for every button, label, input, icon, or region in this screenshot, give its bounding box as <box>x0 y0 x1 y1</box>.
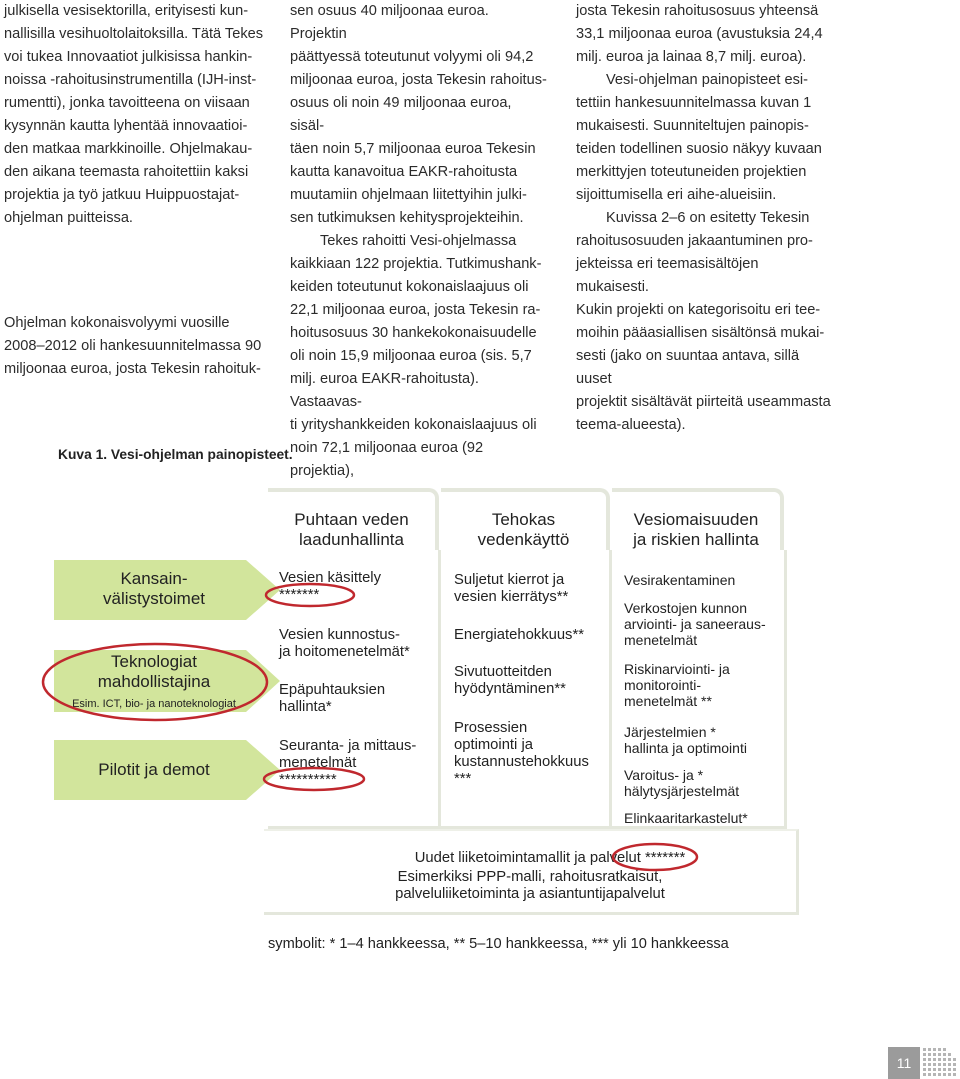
text-column-3 <box>576 0 831 437</box>
item-lifecycle: Elinkaaritarkastelut* <box>624 810 748 826</box>
item-pollutants: Epäpuhtauksien hallinta* <box>279 682 386 715</box>
item-restoration: Vesien kunnostus- ja hoitomenetelmät* <box>279 627 410 660</box>
paragraph: Kuvissa 2–6 on esitetty Tekesin rahoitusosuuden jakaantuminen pro- jekteissa eri teemasisältöjen mukaisesti. Kukin projekti on kategorisoitu eri tee- moihin pääasiallisen sisältönsä mukai- sesti (jako on suuntaa antava, sillä uuset projektit sisältävät piirteitä useammasta teema-alueesta). <box>576 210 831 433</box>
text-column-2 <box>290 0 547 483</box>
arrow-technologies: Teknologiat mahdollistajina Esim. ICT, bio- ja nanoteknologiat <box>54 648 282 714</box>
text-column-1 <box>4 0 266 381</box>
paragraph: josta Tekesin rahoitusosuus yhteensä 33,1 miljoonaa euroa (avustuksia 24,4 milj. euroa ja lainaa 8,7 milj. euroa). <box>576 3 823 65</box>
symbol-legend: symbolit: * 1–4 hankkeessa, ** 5–10 hankkeessa, *** yli 10 hankkeessa <box>268 936 729 952</box>
arrow-pilots: Pilotit ja demot <box>54 738 282 802</box>
paragraph: sen osuus 40 miljoonaa euroa. Projektin päättyessä toteutunut volyymi oli 94,2 miljoonaa euroa, josta Tekesin rahoitus- osuus oli noin 49 miljoonaa euroa, sisäl- täen noin 5,7 miljoonaa euroa Tekesin kautta kanavoitua EAKR-rahoitusta muutamiin ohjelmaan liitettyihin julki- sen tutkimuksen kehitysprojekteihin. <box>290 3 547 226</box>
paragraph: julkisella vesisektorilla, erityisesti kun- nallisilla vesihuoltolaitoksilla. Tätä Tekes voi tukea Innovaatiot julkisissa hankin- noissa -rahoitusinstrumentilla (IJH-inst- rumentti), jonka tavoitteena on viisaan kysynnän kautta lyhentää innovaatioi- den matkaa markkinoille. Ohjelmakau- den aikana teemasta rahoitettiin kaksi projektia ja työ jatkuu Huippuostajat- ohjelman puitteissa. <box>4 3 264 226</box>
paragraph: Vesi-ohjelman painopisteet esi- tettiin hankesuunnitelmassa kuvan 1 mukaisesti. Suunniteltujen painopis- teiden todellinen suosio näkyy kuvaan merkittyjen toteutuneiden projektien sijoittumisella eri aihe-alueisiin. <box>576 72 822 203</box>
item-warning-systems: Varoitus- ja * hälytysjärjestelmät <box>624 767 740 799</box>
business-models-box: Uudet liiketoimintamallit ja palvelut ******* Esimerkiksi PPP-malli, rahoitusratkaisut, palveluliiketoiminta ja asiantuntijapalvelut <box>264 829 799 915</box>
item-closed-loops: Suljetut kierrot ja vesien kierrätys** <box>454 572 569 605</box>
arrow-international: Kansain- välistystoimet <box>54 558 282 622</box>
paragraph: Tekes rahoitti Vesi-ohjelmassa kaikkiaan 122 projektia. Tutkimushank- keiden toteutunut kokonaislaajuus oli 22,1 miljoonaa euroa, josta Tekesin ra- hoitusosuus 30 hankekokonaisuudelle oli noin 15,9 miljoonaa euroa (sis. 5,7 milj. euroa EAKR-rahoitusta). Vastaavas- ti yrityshankkeiden kokonaislaajuus oli noin 72,1 miljoonaa euroa (92 projektia), <box>290 233 542 479</box>
item-water-treatment: Vesien käsittely ******* <box>279 570 381 603</box>
item-water-construction: Vesirakentaminen <box>624 572 736 588</box>
page-number: 11 <box>888 1047 920 1079</box>
column-header-efficient-use: Tehokas vedenkäyttö <box>441 488 610 550</box>
item-byproducts: Sivutuotteitden hyödyntäminen** <box>454 664 566 697</box>
item-risk-assessment: Riskinarviointi- ja monitorointi- menetelmät ** <box>624 661 730 709</box>
section-heading <box>4 268 266 291</box>
item-monitoring: Seuranta- ja mittaus- menetelmät ********** <box>279 738 417 788</box>
business-models-title: Uudet liiketoimintamallit ja palvelut ******* <box>414 850 686 866</box>
item-energy-efficiency: Energiatehokkuus** <box>454 627 584 643</box>
item-process-optimization: Prosessien optimointi ja kustannustehokkuus *** <box>454 720 589 787</box>
paragraph: Ohjelman kokonaisvolyymi vuosille 2008–2012 oli hankesuunnitelmassa 90 miljoonaa euroa, josta Tekesin rahoituk- <box>4 315 262 377</box>
figure-caption: Kuva 1. Vesi-ohjelman painopisteet. <box>58 447 293 462</box>
column-header-asset-risk: Vesiomaisuuden ja riskien hallinta <box>612 488 784 550</box>
item-network-condition: Verkostojen kunnon arviointi- ja saneeraus- menetelmät <box>624 600 766 648</box>
dot-pattern-icon <box>922 1047 958 1079</box>
column-header-clean-water: Puhtaan veden laadunhallinta <box>268 488 439 550</box>
item-system-management: Järjestelmien * hallinta ja optimointi <box>624 724 747 756</box>
arrow-subtext: Esim. ICT, bio- ja nanoteknologiat <box>72 698 236 710</box>
